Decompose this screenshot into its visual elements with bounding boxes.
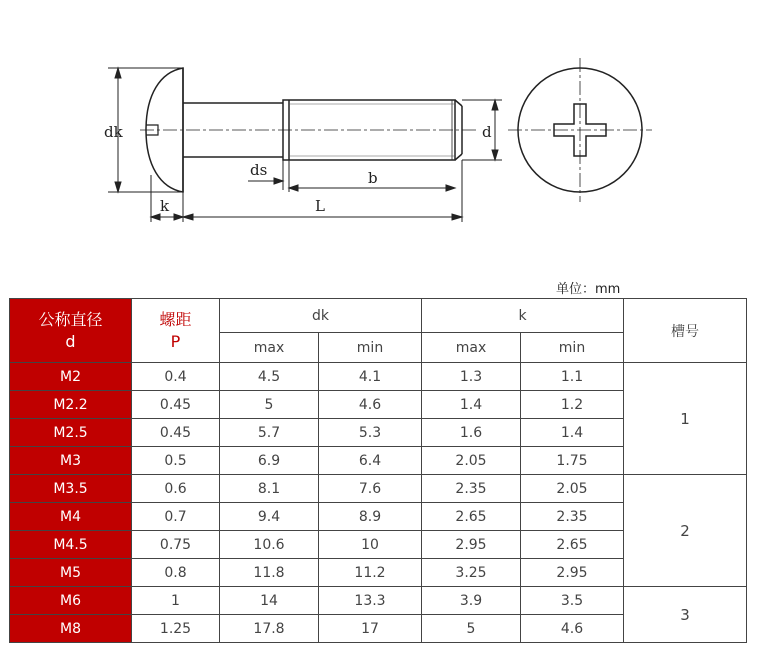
header-k-min: min bbox=[521, 333, 624, 363]
cell-diameter: M2 bbox=[10, 363, 132, 391]
cell-diameter: M2.5 bbox=[10, 419, 132, 447]
cell-slot-number: 2 bbox=[624, 475, 747, 587]
cell-k-min: 1.4 bbox=[521, 419, 624, 447]
cell-diameter: M2.2 bbox=[10, 391, 132, 419]
cell-k-min: 1.75 bbox=[521, 447, 624, 475]
spec-table bbox=[9, 298, 747, 643]
cell-pitch: 0.5 bbox=[132, 447, 220, 475]
screw-top-view bbox=[508, 58, 652, 202]
header-pitch-cn: 螺距 bbox=[159, 309, 192, 329]
cell-diameter: M3.5 bbox=[10, 475, 132, 503]
cell-pitch: 0.45 bbox=[132, 419, 220, 447]
cell-k-max: 1.3 bbox=[422, 363, 521, 391]
cell-dk-min: 4.1 bbox=[319, 363, 422, 391]
cell-diameter: M3 bbox=[10, 447, 132, 475]
table-row bbox=[10, 363, 747, 391]
cell-k-min: 2.35 bbox=[521, 503, 624, 531]
header-pitch-sym: P bbox=[170, 331, 181, 351]
cell-k-min: 3.5 bbox=[521, 587, 624, 615]
cell-dk-max: 17.8 bbox=[220, 615, 319, 643]
cell-k-max: 1.6 bbox=[422, 419, 521, 447]
cell-dk-min: 11.2 bbox=[319, 559, 422, 587]
cell-dk-max: 11.8 bbox=[220, 559, 319, 587]
screw-drawing bbox=[0, 0, 758, 240]
cell-k-max: 1.4 bbox=[422, 391, 521, 419]
cell-pitch: 0.45 bbox=[132, 391, 220, 419]
table-row bbox=[10, 587, 747, 615]
cell-diameter: M4 bbox=[10, 503, 132, 531]
cell-dk-min: 13.3 bbox=[319, 587, 422, 615]
header-diameter-sym: d bbox=[65, 331, 76, 351]
dim-ds-label: ds bbox=[250, 161, 268, 179]
cell-k-min: 1.1 bbox=[521, 363, 624, 391]
cell-dk-max: 5.7 bbox=[220, 419, 319, 447]
cell-k-min: 2.05 bbox=[521, 475, 624, 503]
cell-k-max: 5 bbox=[422, 615, 521, 643]
cell-dk-max: 14 bbox=[220, 587, 319, 615]
header-k: k bbox=[422, 299, 624, 333]
cell-dk-min: 4.6 bbox=[319, 391, 422, 419]
cell-k-min: 2.95 bbox=[521, 559, 624, 587]
cell-dk-min: 7.6 bbox=[319, 475, 422, 503]
cell-dk-max: 5 bbox=[220, 391, 319, 419]
dim-k-label: k bbox=[160, 197, 170, 215]
header-diameter bbox=[10, 299, 132, 363]
header-pitch bbox=[132, 299, 220, 363]
header-dk-min: min bbox=[319, 333, 422, 363]
dim-d-label: d bbox=[482, 123, 492, 141]
cell-pitch: 1 bbox=[132, 587, 220, 615]
cell-dk-max: 4.5 bbox=[220, 363, 319, 391]
header-dk: dk bbox=[220, 299, 422, 333]
dim-b-label: b bbox=[368, 169, 378, 187]
cell-pitch: 0.4 bbox=[132, 363, 220, 391]
header-slot: 槽号 bbox=[624, 299, 747, 363]
table-row bbox=[10, 475, 747, 503]
cell-pitch: 1.25 bbox=[132, 615, 220, 643]
cell-dk-max: 10.6 bbox=[220, 531, 319, 559]
cell-k-max: 2.05 bbox=[422, 447, 521, 475]
cell-slot-number: 1 bbox=[624, 363, 747, 475]
cell-dk-min: 5.3 bbox=[319, 419, 422, 447]
header-diameter-cn: 公称直径 bbox=[38, 309, 103, 329]
dim-L-label: L bbox=[315, 197, 325, 215]
cell-k-min: 2.65 bbox=[521, 531, 624, 559]
cell-pitch: 0.6 bbox=[132, 475, 220, 503]
cell-diameter: M8 bbox=[10, 615, 132, 643]
cell-k-max: 2.95 bbox=[422, 531, 521, 559]
cell-dk-max: 9.4 bbox=[220, 503, 319, 531]
cell-dk-min: 8.9 bbox=[319, 503, 422, 531]
cell-k-min: 4.6 bbox=[521, 615, 624, 643]
cell-k-max: 3.25 bbox=[422, 559, 521, 587]
dim-dk-label: dk bbox=[104, 123, 123, 141]
cell-k-min: 1.2 bbox=[521, 391, 624, 419]
cell-diameter: M4.5 bbox=[10, 531, 132, 559]
cell-pitch: 0.8 bbox=[132, 559, 220, 587]
header-k-max: max bbox=[422, 333, 521, 363]
cell-dk-min: 10 bbox=[319, 531, 422, 559]
cell-k-max: 2.35 bbox=[422, 475, 521, 503]
cell-slot-number: 3 bbox=[624, 587, 747, 643]
cell-dk-max: 8.1 bbox=[220, 475, 319, 503]
cell-k-max: 3.9 bbox=[422, 587, 521, 615]
unit-label: 单位：mm bbox=[556, 282, 621, 297]
cell-pitch: 0.75 bbox=[132, 531, 220, 559]
cell-dk-max: 6.9 bbox=[220, 447, 319, 475]
cell-k-max: 2.65 bbox=[422, 503, 521, 531]
cell-pitch: 0.7 bbox=[132, 503, 220, 531]
cell-dk-min: 17 bbox=[319, 615, 422, 643]
cell-diameter: M6 bbox=[10, 587, 132, 615]
cell-diameter: M5 bbox=[10, 559, 132, 587]
header-dk-max: max bbox=[220, 333, 319, 363]
spec-table-body bbox=[10, 363, 747, 643]
cell-dk-min: 6.4 bbox=[319, 447, 422, 475]
